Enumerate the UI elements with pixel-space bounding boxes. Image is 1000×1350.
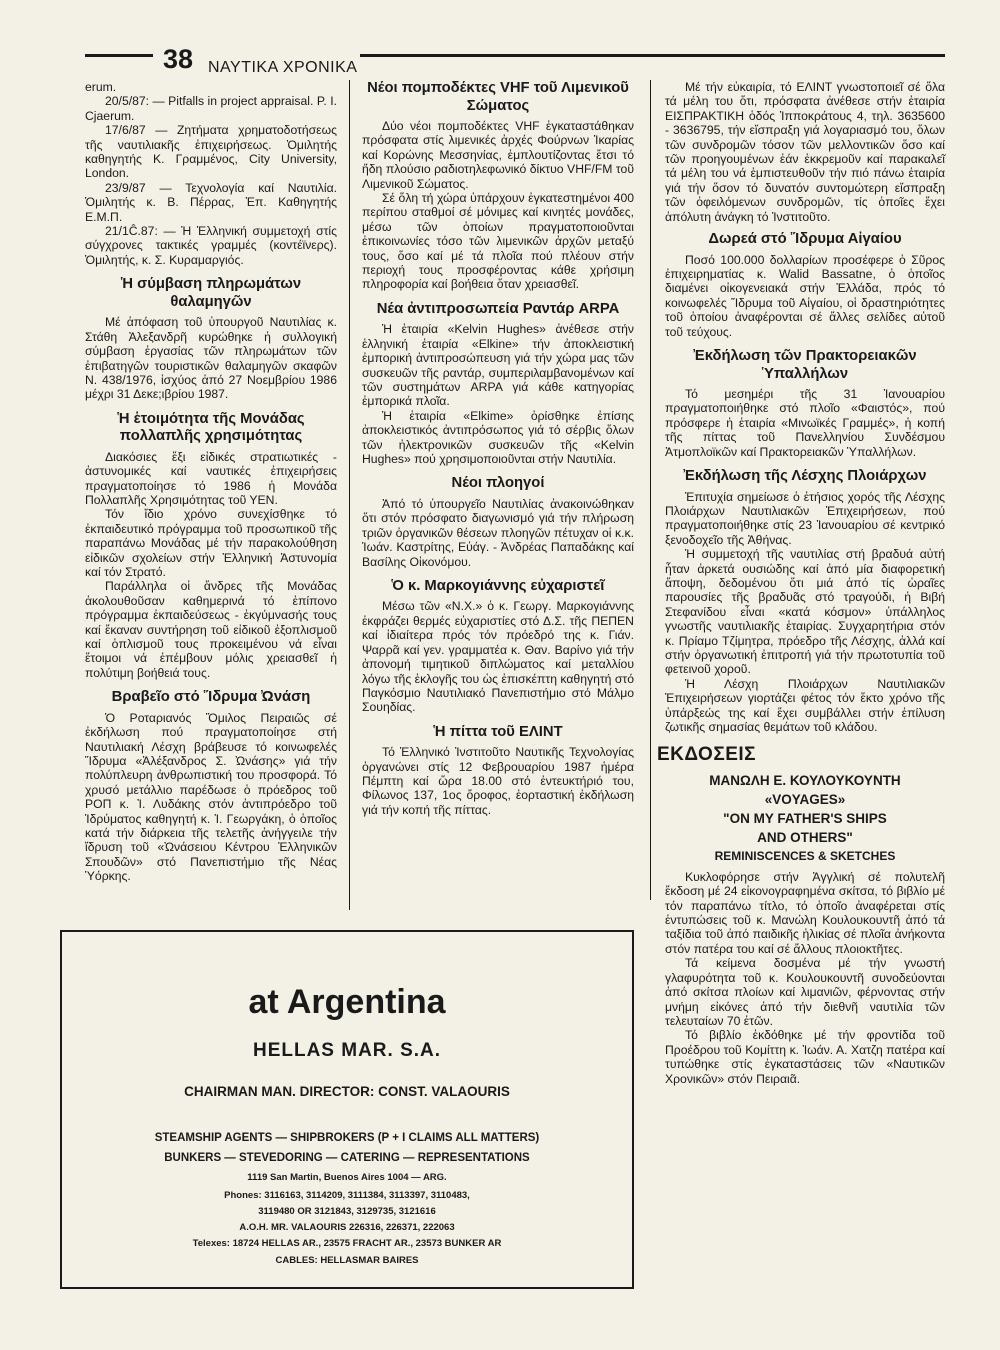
article-heading: Νέα ἀντιπροσωπεία Ραντάρ ARPA: [376, 300, 620, 317]
article-paragraph: Ἐπιτυχία σημείωσε ὁ ἐτήσιος χορός τῆς Λέσχης Πλοιάρχων Ναυτιλιακῶν Ἐπιχειρήσεων, πού πραγματοποιήθηκε στίς 23 Ἰανουαρίου σέ κεντρικό ξενοδοχεῖο τῆς Ἀθήνας.: [665, 489, 945, 547]
ad-headline: at Argentina: [248, 983, 446, 1021]
ad-services: BUNKERS — STEVEDORING — CATERING — REPRESENTATIONS: [164, 1152, 530, 1164]
article-paragraph: Κυκλοφόρησε στήν Ἀγγλική σέ πολυτελῆ ἔκδοση μέ 24 εἰκονογραφημένα σκίτσα, τό βιβλίο μέ τόν παραπάνω τίτλο, τό ὁποῖο ἀναφέρεται στίς ἐντυπώσεις τοῦ κ. Μανώλη Κουλουκουντῆ ἀπό τά ταξίδια τοῦ ἀπό παιδικῆς ἡλικίας σέ πλοῖα ἀνήκοντα στόν πατέρα του καί σέ ἄλλους πλοιοκτῆτες.: [665, 869, 945, 956]
ad-company: HELLAS MAR. S.A.: [252, 1040, 442, 1061]
column-divider: [650, 80, 651, 900]
article-paragraph: Μέσω τῶν «Ν.Χ.» ὁ κ. Γεωργ. Μαρκογιάννης ἐκφράζει θερμές εὐχαριστίες στό Δ.Σ. τῆς ΠΕΠΕΝ καί ἰδιαίτερα πρός τόν πρόεδρό της κ. Γιάν. Ψαρρᾶ καί γεν. γραμματέα κ. Θαν. Βαρίνο γιά τήν ἀπονομή τιμητικοῦ διπλώματος καί μεταλλίου λόγω τῆς ἐκλογῆς του ὡς ἐπισκέπτη καθηγητή στό Παγκόσμιο Ναυτιλιακό Πανεπιστήμιο στό Μάλμο Σουηδίας.: [362, 599, 634, 715]
lecture-text: 23/9/87 — Τεχνολογία καί Ναυτιλία. Ὁμιλητής κ. Β. Πέρρας, Ἐπ. Καθηγητής Ε.Μ.Π.: [85, 180, 337, 224]
page-number: 38: [163, 44, 194, 74]
book-title: "ON MY FATHER'S SHIPS: [723, 810, 887, 826]
publication-title: ΝΑΥΤΙΚΑ ΧΡΟΝΙΚΑ: [208, 59, 358, 76]
article-heading: Ἡ πίττα τοῦ ΕΛΙΝΤ: [433, 723, 563, 740]
article-heading: Ἡ σύμβαση πληρωμάτων θαλαμηγῶν: [120, 276, 302, 310]
article-heading: Ἡ ἑτοιμότητα τῆς Μονάδας πολλαπλῆς χρησιμότητας: [117, 410, 305, 445]
article-paragraph: Σέ ὅλη τή χώρα ὑπάρχουν ἐγκατεστημένοι 400 περίπου σταθμοί σέ μόνιμες καί κινητές μονάδες, μέσω τῶν ὁποίων πραγματοποιοῦνται ἐπικοινωνίες τόσο τῶν λιμενικῶν ἀρχῶν μεταξύ τους, ὅσο καί μέ τά πλοῖα πού πλέουν στήν περιοχή τους προσφέροντας κάθε χρήσιμη πληροφορία καί βοήθεια ὅταν χρειασθεῖ.: [362, 191, 634, 292]
book-subtitle: REMINISCENCES & SKETCHES: [714, 848, 896, 863]
book-title: AND OTHERS": [757, 829, 853, 845]
article-paragraph: Ἡ Λέσχη Πλοιάρχων Ναυτιλιακῶν Ἐπιχειρήσεων γιορτάζει φέτος τόν ἕκτο χρόνο τῆς ὑπάρξεώς της καί ἔχει συμβάλλει στήν ἐπίλυση ζωτικῆς σημασίας θεμάτων τοῦ κλάδου.: [665, 676, 945, 735]
article-paragraph: Παράλληλα οἱ ἄνδρες τῆς Μονάδας ἀκολουθοῦσαν καθημερινά τό ἐπίπονο πρόγραμμα ἐκπαιδεύσεως - ἐκγύμνασής τους καί ἔκαναν συντήρηση τοῦ εἰδικοῦ ἐξοπλισμοῦ καί ὁπλισμοῦ τους προκειμένου νά εἶναι ἕτοιμοι νά ἐπέμβουν μόλις χρειασθεῖ ἡ πολύτιμη βοήθειά τους.: [85, 579, 337, 680]
article-paragraph: Ἡ ἑταιρία «Kelvin Hughes» ἀνέθεσε στήν ἑλληνική ἑταιρία «Elkine» τήν ἀποκλειστική ἐμπορική ἀντιπροσώπευση γιά τήν χώρα μας τῶν συσκευῶν τῆς ραντάρ, συμπεριλαμβανομένων καί τῶν συστημάτων ARPA γιά κάθε κατηγορίας ἐμπορικά πλοῖα.: [362, 322, 634, 409]
ad-phones: Phones: 3116163, 3114209, 3111384, 3113397, 3110483,: [224, 1190, 470, 1201]
article-heading: Ἐκδήλωση τῆς Λέσχης Πλοιάρχων: [683, 468, 927, 485]
book-author: ΜΑΝΩΛΗ Ε. ΚΟΥΛΟΥΚΟΥΝΤΗ: [709, 772, 901, 788]
article-heading: Δωρεά στό Ἵδρυμα Αἰγαίου: [708, 231, 902, 248]
column-3: [657, 80, 945, 1086]
article-paragraph: Τό βιβλίο ἐκδόθηκε μέ τήν φροντίδα τοῦ Προέδρου τοῦ Κομίττη κ. Ἰωάν. Α. Χατζη πατέρα καί τυπώθηκε στίς ἐγκαταστάσεις τῶν «Ναυτικῶν Χρονικῶν» στόν Πειραιᾶ.: [665, 1028, 945, 1086]
article-paragraph: Μέ ἀπόφαση τοῦ ὑπουργοῦ Ναυτιλίας κ. Στάθη Ἀλεξανδρῆ κυρώθηκε ἡ συλλογική σύμβαση ἐργασίας τῶν πληρωμάτων τῶν ἐπιβατηγῶν τουριστικῶν θαλαμηγῶν σκαφῶν Ν. 438/1976, ἰσχύος ἀπό 27 Νοεμβρίου 1986 μέχρι 31 Δεκε;ιβρίου 1987.: [85, 315, 337, 402]
article-paragraph: Τό Ἑλληνικό Ἰνστιτοῦτο Ναυτικῆς Τεχνολογίας ὀργανώνει στίς 12 Φεβρουαρίου 1987 ἡμέρα Πέμπτη καί ὥρα 18.00 στό ἐντευκτήριό του, Φίλωνος 137, 1ος ὄροφος, ἑορταστική ἐκδήλωση γιά τήν κοπή τῆς πίττας.: [362, 745, 634, 817]
column-1: [85, 80, 337, 884]
ad-cables: CABLES: HELLASMAR BAIRES: [275, 1255, 419, 1266]
article-paragraph: Τόν ἴδιο χρόνο συνεχίσθηκε τό ἐκπαιδευτικό πρόγραμμα τοῦ προσωπικοῦ τῆς παραπάνω Μονάδας μέ τήν παρακολούθηση εἰδικῶν σχολείων στήν Ἑλληνική Ἀστυνομία καί τόν Στρατό.: [85, 507, 337, 579]
article-heading: Νέοι πλοηγοί: [451, 475, 545, 492]
lecture-text: 21/1Ĉ.87: — Ἡ Ἑλληνική συμμετοχή στίς σύγχρονες τακτικές γραμμές (κοντέϊνερς). Ὁμιλητής, κ. Σ. Κυραμαργιός.: [85, 224, 337, 267]
book-title: «VOYAGES»: [764, 791, 846, 807]
column-divider: [349, 80, 350, 910]
article-paragraph: Τά κείμενα δοσμένα μέ τήν γνωστή γλαφυρότητα τοῦ κ. Κουλουκουντῆ συνοδεύονται ἀπό σκίτσα πλοίων καί λιμανιῶν, φέρνοντας στήν μνήμη εἰκόνες ἀπό τήν διεθνῆ ναυτιλία τῶν τελευταίων 70 ἐτῶν.: [665, 956, 945, 1028]
ad-aoh: A.O.H. MR. VALAOURIS 226316, 226371, 222063: [239, 1222, 455, 1233]
article-paragraph: Ἀπό τό ὑπουργεῖο Ναυτιλίας ἀνακοινώθηκαν ὅτι στόν πρόσφατο διαγωνισμό γιά τήν πλήρωση τριῶν ὀργανικῶν θέσεων πλοηγῶν πέτυχαν οἱ κ.κ. Ἰωάν. Καστρίτης, Εὐάγ. - Ἀνδρέας Παπαδάκης καί Βασίλης Οἰκονόμου.: [362, 496, 634, 569]
column-2: [362, 80, 634, 817]
header-rule-right: [360, 54, 945, 57]
ad-phones: 3119480 OR 3121843, 3129735, 3121616: [258, 1206, 436, 1217]
article-paragraph: Διακόσιες ἕξι εἰδικές στρατιωτικές - ἀστυνομικές καί ναυτικές ἐπιχειρήσεις πραγματοποίησε τό 1986 ἡ Μονάδα Πολλαπλῆς Χρησιμότητας τοῦ ΥΕΝ.: [85, 449, 337, 507]
article-paragraph: Μέ τήν εὐκαιρία, τό ΕΛΙΝΤ γνωστοποιεῖ σέ ὅλα τά μέλη του ὅτι, πρόσφατα ἀνέθεσε στήν ἑταιρία ΕΙΣΠΡΑΚΤΙΚΗ ὁδός Ἱπποκράτους 4, τηλ. 3635600 - 3636795, τήν εἴσπραξη γιά λογαριασμό του, ὅλων τῶν συνδρομῶν τόσον τῶν μελλοντικῶν ὅσο καί τῶν προηγουμένων ἐάν ἐκκρεμοῦν καί παρακαλεῖ τά μέλη του νά ἐμπιστευθοῦν τήν πιό πάνω ἑταιρία γιά τήν ὅσον τό δυνατόν συντομώτερη εἴσπραξη τῶν ὀφειλόμενων συνδρομῶν, τίς ὁποῖες ἔχει ἀπόλυτη ἀνάγκη τό Ἰνστιτοῦτο.: [665, 80, 945, 224]
article-paragraph: Τό μεσημέρι τῆς 31 Ἰανουαρίου πραγματοποιήθηκε στό πλοῖο «Φαιστός», πού πρόσφερε ἡ ἑταιρία «Μινωϊκές Γραμμές», ἡ κοπή τῆς πίττας τοῦ Πανελληνίου Συνδέσμου Ἀτμοπλοϊκῶν καί Πρακτορειακῶν Ὑπαλλήλων.: [665, 387, 945, 459]
ad-address: 1119 San Martin, Buenos Aires 1004 — ARG.: [247, 1172, 447, 1183]
article-paragraph: Ὁ Ροταριανός Ὅμιλος Πειραιῶς σέ ἐκδήλωση πού πραγματοποίησε στή Ναυτιλιακή Λέσχη βράβευσε τό κοινωφελές Ἵδρυμα «Ἀλέξανδρος Σ. Ὠνάσης» γιά τήν πολύπλευρη ἀνθρωπιστική του προσφορά. Τό χρυσό μετάλλιο παρέδωσε ὁ πρόεδρος τοῦ ΡΟΠ κ. Ἰ. Λυδάκης στόν ἀντιπρόεδρο τοῦ Ἱδρύματος καθηγητή κ. Ἰ. Γεωργάκη, ὁ ὁποῖος κατά τήν διάρκεια τῆς τελετῆς ἀνήγγειλε τήν ἵδρυση τοῦ «Ὠνάσειου Κέντρου Ἑλληνικῶν Σπουδῶν» στό Πανεπιστήμιο τῆς Νέας Ὑόρκης.: [85, 710, 337, 884]
lecture-text: 17/6/87 — Ζητήματα χρηματοδοτήσεως τῆς ναυτιλιακῆς ἐπιχειρήσεως. Ὁμιλητής καθηγητής Κ. Γραμμένος, City University, London.: [85, 123, 337, 181]
article-paragraph: Ἡ συμμετοχή τῆς ναυτιλίας στή βραδυά αὐτή ἦταν ἀρκετά ουσιώδης καί ἀπό μία διαφορετική ἄποψη, δεδομένου ὅτι μιά ἀπό τίς ὡραῖες παρουσίες τῆς βραδυᾶς στό τραγούδι, ἡ Βιβή Στεφανίδου εἶναι «κατά κόσμον» ὑπάλληλος γνωστῆς ναυτιλιακῆς ἑταιρίας. Συγχαρητήρια στόν κ. Πρίαμο Τζίμητρα, πρόεδρο τῆς Λέσχης, ἀλλά καί στήν ὀργανωτική ἐπιτροπή γιά τήν πρωτοτυπία τοῦ φετεινοῦ χοροῦ.: [665, 547, 945, 677]
ad-telexes: Telexes: 18724 HELLAS AR., 23575 FRACHT AR., 23573 BUNKER AR: [192, 1238, 502, 1249]
article-paragraph: Δύο νέοι πομποδέκτες VHF ἐγκαταστάθηκαν πρόσφατα στίς λιμενικές ἀρχές Φούρνων Ἰκαρίας καί Κορώνης Μεσσηνίας, ἐμπλουτίζοντας ἔτσι τό ἤδη πλούσιο ραδιοτηλεφωνικό δίκτυο VHF/FM τοῦ Λιμενικοῦ Σώματος.: [362, 119, 634, 191]
lecture-text: erum.: [85, 80, 117, 94]
article-paragraph: Ἡ ἑταιρία «Elkime» ὁρίσθηκε ἐπίσης ἀποκλειστικός ἀντιπρόσωπος γιά τό σέρβις ὅλων τῶν ἠλεκτρονικῶν συσκευῶν τῆς «Kelvin Hughes» πού χρησιμοποιοῦνται στήν Ναυτιλία.: [362, 408, 634, 467]
ad-services: STEAMSHIP AGENTS — SHIPBROKERS (P + I CLAIMS ALL MATTERS): [154, 1132, 540, 1144]
article-heading: Ἐκδήλωση τῶν Πρακτορειακῶν Ὑπαλλήλων: [693, 348, 917, 382]
advertisement-box: [60, 930, 634, 1289]
article-heading: Νέοι πομποδέκτες VHF τοῦ Λιμενικοῦ Σώματος: [367, 80, 629, 114]
article-paragraph: Ποσό 100.000 δολλαρίων προσέφερε ὁ Σῦρος ἐπιχειρηματίας κ. Walid Bassatne, ὁ ὁποῖος διαμένει οἰκογενειακά στήν Ἑλλάδα, πρός τό κοινωφελές Ἵδρυμα τοῦ Αἰγαίου, οἱ δραστηριότητες τοῦ ὁποίου ἀναφέρονται σέ ἄλλες σελίδες αὐτοῦ τοῦ τεύχους.: [665, 252, 945, 339]
article-heading: Βραβεῖο στό Ἵδρυμα Ὠνάση: [111, 689, 311, 706]
lecture-text: 20/5/87: — Pitfalls in project appraisal. P. I. Cjaerum.: [85, 94, 337, 123]
ad-chairman: CHAIRMAN MAN. DIRECTOR: CONST. VALAOURIS: [184, 1084, 510, 1099]
header-rule-left: [85, 54, 153, 57]
article-heading: Ὁ κ. Μαρκογιάννης εὐχαριστεῖ: [391, 577, 605, 594]
section-heading-ekdoseis: ΕΚΔΟΣΕΙΣ: [657, 744, 757, 766]
